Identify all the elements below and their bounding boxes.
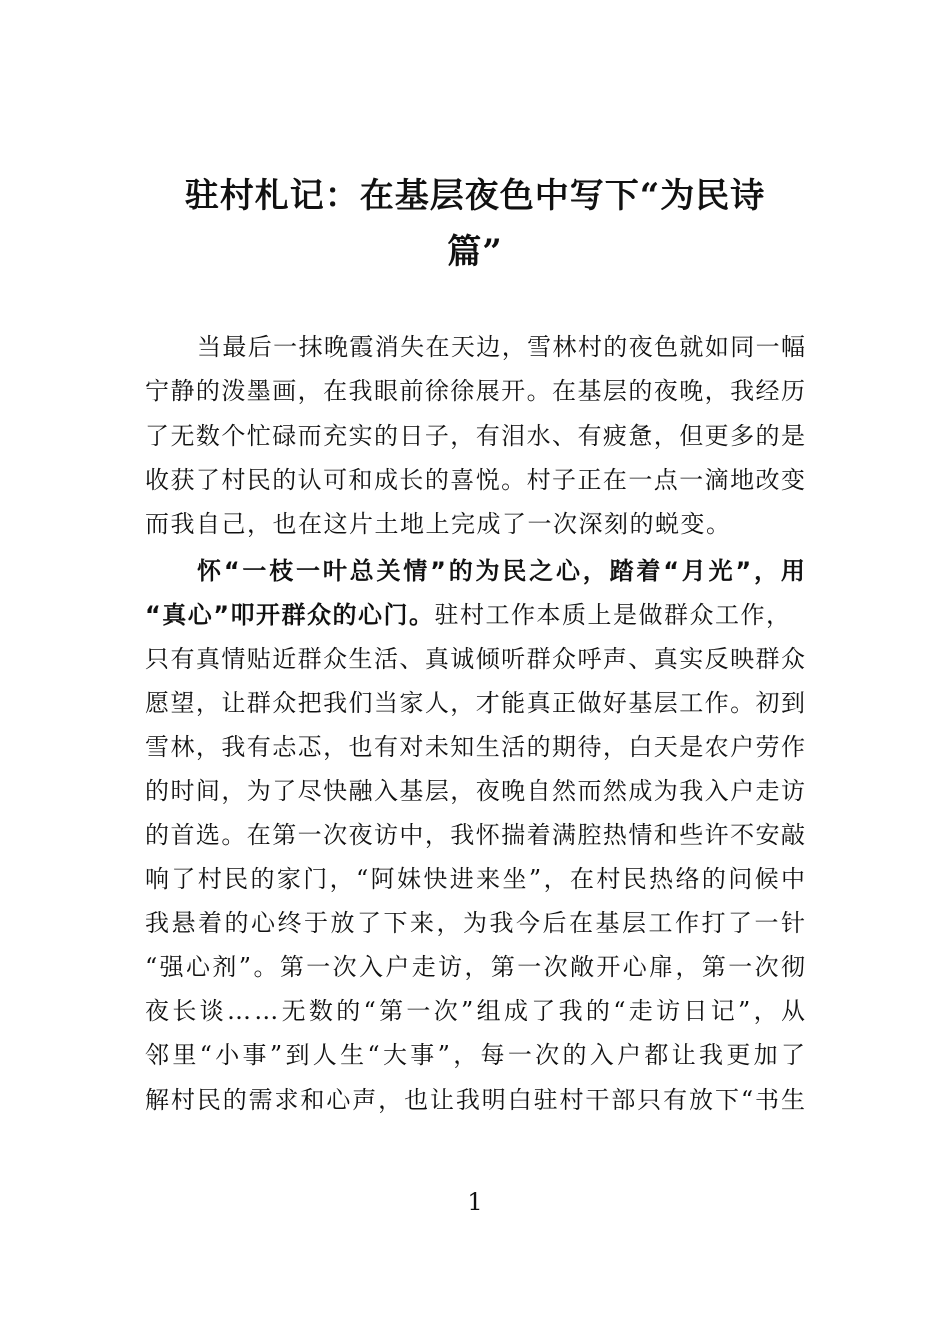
text-line: 雪 林 ， 我 有 忐 忑 ， 也 有 对 未 知 生 活 的 期 待 ， 白 天 是 农 户 劳 作 bbox=[145, 733, 805, 761]
text-line-mixed bbox=[145, 599, 805, 631]
text-line: 夜 长 谈 … … 无 数 的 “ 第 一 次 ” 组 成 了 我 的 “ 走 访 日 记 ” ， 从 bbox=[145, 997, 805, 1025]
text-line: 响 了 村 民 的 家 门 ， “ 阿 妹 快 进 来 坐 ” ， 在 村 民 热 络 的 问 候 中 bbox=[145, 865, 805, 893]
text-line: 当 最 后 一 抹 晚 霞 消 失 在 天 边 ， 雪 林 村 的 夜 色 就 如 同 一 幅 bbox=[197, 333, 805, 361]
text-line: 我 悬 着 的 心 终 于 放 了 下 来 ， 为 我 今 后 在 基 层 工 作 打 了 一 针 bbox=[145, 909, 805, 937]
body-text: 驻村工作本质上是做群众工作， bbox=[434, 601, 792, 629]
text-line: 邻 里 “ 小 事 ” 到 人 生 “ 大 事 ” ， 每 一 次 的 入 户 都 让 我 更 加 了 bbox=[145, 1041, 805, 1069]
text-line: 解 村 民 的 需 求 和 心 声 ， 也 让 我 明 白 驻 村 干 部 只 有 放 下 “ 书 生 bbox=[145, 1086, 805, 1114]
text-line: 的 首 选 。 在 第 一 次 夜 访 中 ， 我 怀 揣 着 满 腔 热 情 和 些 许 不 安 敲 bbox=[145, 821, 805, 849]
text-line-last: 而我自己，也在这片土地上完成了一次深刻的蜕变。 bbox=[145, 510, 732, 538]
text-line: 只 有 真 情 贴 近 群 众 生 活 、 真 诚 倾 听 群 众 呼 声 、 真 实 反 映 群 众 bbox=[145, 645, 805, 673]
bold-heading-text: “真心”叩开群众的心门。 bbox=[145, 601, 435, 629]
text-line: 收 获 了 村 民 的 认 可 和 成 长 的 喜 悦 。 村 子 正 在 一 点 一 滴 地 改 变 bbox=[145, 466, 805, 494]
document-title-line-1: 驻村札记：在基层夜色中写下“为民诗 bbox=[184, 176, 766, 216]
text-line: 的 时 间 ， 为 了 尽 快 融 入 基 层 ， 夜 晚 自 然 而 然 成 为 我 入 户 走 访 bbox=[145, 777, 805, 805]
page-number: 1 bbox=[467, 1188, 483, 1216]
bold-heading-line: 怀 “ 一 枝 一 叶 总 关 情 ” 的 为 民 之 心 ， 踏 着 “ 月 光 ” ， 用 bbox=[197, 557, 805, 585]
document-title-line-2: 篇” bbox=[447, 232, 503, 272]
text-line: 宁 静 的 泼 墨 画 ， 在 我 眼 前 徐 徐 展 开 。 在 基 层 的 夜 晚 ， 我 经 历 bbox=[145, 377, 805, 405]
text-line: 了 无 数 个 忙 碌 而 充 实 的 日 子 ， 有 泪 水 、 有 疲 惫 ， 但 更 多 的 是 bbox=[145, 422, 805, 450]
text-line: “ 强 心 剂 ” 。 第 一 次 入 户 走 访 ， 第 一 次 敞 开 心 扉 ， 第 一 次 彻 bbox=[145, 953, 805, 981]
text-line: 愿 望 ， 让 群 众 把 我 们 当 家 人 ， 才 能 真 正 做 好 基 层 工 作 。 初 到 bbox=[145, 689, 805, 717]
